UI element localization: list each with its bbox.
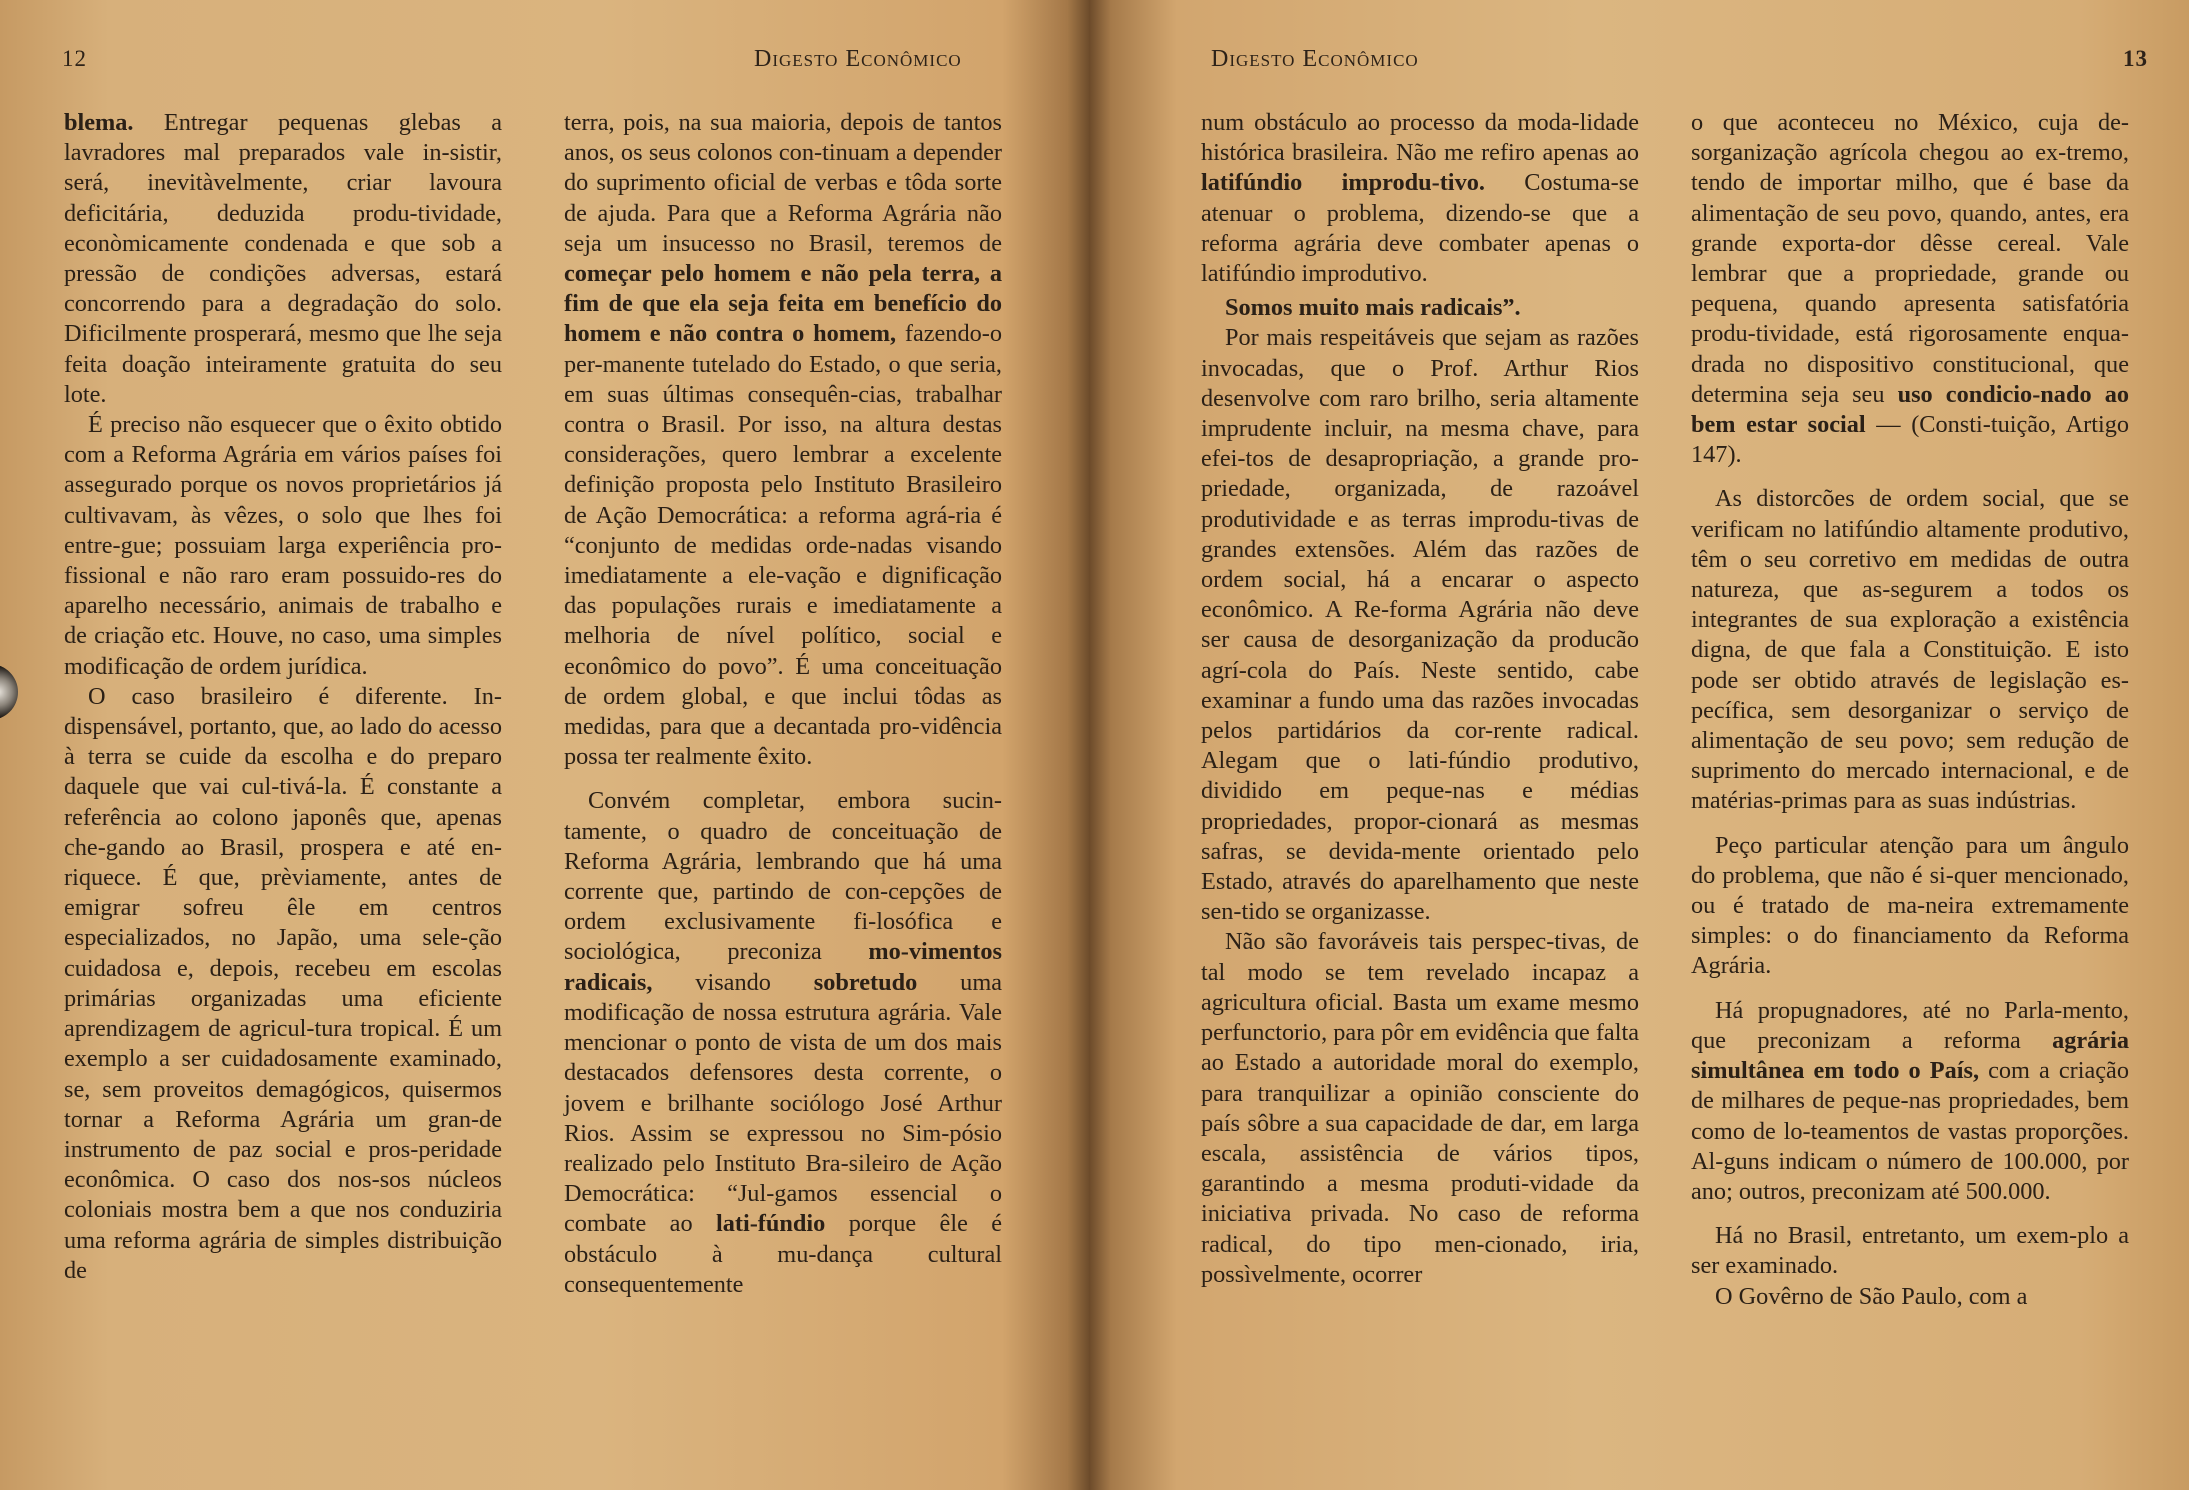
paragraph	[1201, 108, 1639, 289]
page-number: 12	[62, 46, 87, 71]
bold-text: lati-fúndio	[715, 1210, 826, 1238]
paragraph	[1691, 1282, 2129, 1312]
text-run: Por mais respeitáveis que sejam as razões invocadas, que o Prof. Arthur Rios desenvolve com raro brilho, seria altamente imprudente incluir, na mesma chave, para efei-tos de desapropriação, a grande pro-priedade, organizada, de razoável produtividade e as terras improdu-tivas de grandes extensões. Além das razões de ordem social, há a encarar o aspecto econômico. A Re-forma Agrária não deve ser causa de desorganização da producão agrí-cola do País. Neste sentido, cabe examinar a fundo uma das razões invocadas pelos partidários da cor-rente radical. Alegam que o lati-fúndio produtivo, dividido em peque-nas e médias propriedades, propor-cionará as mesmas safras, se devida-mente orientado pelo Estado, através do aparelhamento que neste sen-tido se organizasse.	[1201, 324, 1639, 926]
paragraph	[1691, 108, 2129, 470]
bold-text: sobretudo	[813, 968, 918, 996]
text-run: visando	[652, 968, 814, 996]
text-run: Costuma-se atenuar o problema, dizendo-se que a reforma agrária deve combater apenas o latifúndio improdutivo.	[1201, 169, 1639, 288]
text-run: com a criação de milhares de peque-nas propriedades, bem como de lo-teamentos de vastas proporções. Al-guns indicam o número de 100.000, por ano; outros, preconizam até 500.000.	[1691, 1057, 2129, 1205]
binding-ring	[0, 664, 18, 720]
text-columns	[1201, 108, 2129, 1312]
paragraph	[1691, 996, 2129, 1207]
text-run: uma modificação de nossa estrutura agrária. Vale mencionar o ponto de vista de um dos mais destacados defensores desta corrente, o jovem e brilhante sociólogo José Arthur Rios. Assim se expressou no Sim-pósio realizado pelo Instituto Bra-sileiro de Ação Democrática: “Jul-gamos essencial o combate ao	[564, 968, 1003, 1238]
text-run: o que aconteceu no México, cuja de-sorganização agrícola chegou ao ex-tremo, tendo de importar milho, que é base da alimentação de seu povo, quando, antes, era grande exporta-dor dêsse cereal. Vale lembrar que a propriedade, grande ou pequena, quando apresenta satisfatória produ-tividade, está rigorosamente enqua-drada no dispositivo constitucional, que determina seja seu	[1691, 109, 2129, 408]
paragraph	[1201, 323, 1639, 927]
bold-text: agrária simultânea em todo o País,	[1691, 1026, 2129, 1085]
left-page	[0, 0, 1089, 1490]
paragraph	[1691, 1221, 2129, 1281]
text-run: O caso brasileiro é diferente. In-dispensável, portanto, que, ao lado do acesso à terra se cuide da escolha e do preparo daquele que vai cul-tivá-la. É constante a referência ao colono japonês que, apenas che-gando ao Brasil, prospera e até en-riquece. É que, prèviamente, antes de emigrar sofreu êle em centros especializados, no Japão, uma sele-ção cuidadosa e, depois, recebeu em escolas primárias organizadas uma eficiente aprendizagem de agricul-tura tropical. É um exemplo a ser cuidadosamente examinado, se, sem proveitos demagógicos, quisermos tornar a Reforma Agrária um gran-de instrumento de paz social e pros-peridade econômica. O caso dos nos-sos núcleos coloniais mostra bem a que nos conduziria uma reforma agrária de simples distribuição de	[64, 682, 502, 1284]
paragraph	[564, 786, 1002, 1299]
text-column	[564, 108, 1002, 1300]
paragraph	[1201, 293, 1639, 323]
text-run: Peço particular atenção para um ângulo do problema, que não é si-quer mencionado, ou é tratado de ma-neira extremamente simples: o do financiamento da Reforma Agrária.	[1691, 831, 2129, 980]
running-title: Digesto Econômico	[754, 46, 962, 72]
bold-text: uso condicio-nado ao bem estar social	[1691, 380, 2129, 439]
running-title: Digesto Econômico	[1211, 46, 1419, 72]
text-column	[1201, 108, 1639, 1312]
paragraph	[64, 410, 502, 682]
paragraph	[1201, 927, 1639, 1289]
right-page	[1089, 0, 2189, 1490]
paragraph	[64, 682, 502, 1286]
text-columns	[64, 108, 1002, 1300]
bold-text: blema.	[64, 109, 134, 136]
text-run: O Govêrno de São Paulo, com a	[1715, 1282, 2028, 1310]
bold-text: Somos muito mais radicais”.	[1225, 294, 1521, 322]
text-column	[1691, 108, 2129, 1312]
text-run: Há no Brasil, entretanto, um exem-plo a ser examinado.	[1691, 1222, 2129, 1280]
paragraph	[1691, 831, 2129, 982]
text-run: Não são favoráveis tais perspec-tivas, de tal modo se tem revelado incapaz a agricultura oficial. Basta um exame mesmo perfunctorio, para pôr em evidência que falta ao Estado a autoridade moral do exemplo, para tranquilizar a opinião consciente do país sôbre a sua capacidade de dar, em larga escala, assistência de vários tipos, garantindo a mesma produti-vidade da iniciativa privada. No caso de reforma radical, do tipo men-cionado, iria, possìvelmente, ocorrer	[1201, 928, 1639, 1288]
text-run: É preciso não esquecer que o êxito obtido com a Reforma Agrária em vários países foi assegurado porque os novos proprietários já cultivavam, às vêzes, o solo que lhes foi entre-gue; possuiam larga experiência pro-fissional e não raro eram possuido-res do aparelho necessário, animais de trabalho e de criação etc. Houve, no caso, uma simples modificação de ordem jurídica.	[64, 411, 502, 680]
paragraph	[1691, 484, 2129, 816]
bold-text: latifúndio improdu-tivo.	[1201, 169, 1485, 197]
paragraph	[564, 108, 1002, 772]
text-run: terra, pois, na sua maioria, depois de tantos anos, os seus colonos con-tinuam a depender do suprimento oficial de verbas e tôda sorte de ajuda. Para que a Reforma Agrária não seja um insucesso no Brasil, teremos de	[564, 109, 1002, 257]
text-column	[64, 108, 502, 1300]
text-run: Convém completar, embora sucin-tamente, o quadro de conceituação de Reforma Agrária, lembrando que há uma corrente que, partindo de con-cepções de ordem exclusivamente fi-losófica e sociológica, preconiza	[564, 787, 1002, 966]
paragraph	[64, 108, 502, 410]
text-run: num obstáculo ao processo da moda-lidade histórica brasileira. Não me refiro apenas ao	[1201, 109, 1639, 167]
bold-text: mo-vimentos radicais,	[564, 938, 1002, 996]
text-run: fazendo-o per-manente tutelado do Estado, o que seria, em suas últimas consequên-cias, trabalhar contra o Brasil. Por isso, na altura destas considerações, quero lembrar a excelente definição proposta pelo Instituto Brasileiro de Ação Democrática: a reforma agrá-ria é “conjunto de medidas orde-nadas visando imediatamente a ele-vação e dignificação das populações rurais e imediatamente a melhoria de nível político, social e econômico do povo”. É uma conceituação de ordem global, e que inclui tôdas as medidas, para que a decantada pro-vidência possa ter realmente êxito.	[564, 320, 1002, 771]
text-run: Há propugnadores, até no Parla-mento, que preconizam a reforma	[1691, 996, 2129, 1054]
text-run: — (Consti-tuição, Artigo 147).	[1691, 411, 2130, 469]
bold-text: começar pelo homem e não pela terra, a fim de que ela seja feita em benefício do homem e não contra o homem,	[564, 260, 1002, 348]
page-number: 13	[2123, 46, 2148, 71]
text-run: As distorcões de ordem social, que se verificam no latifúndio altamente produtivo, têm o seu corretivo em medidas de outra natureza, que as-segurem a todos os integrantes de sua exploração a existência digna, de que fala a Constituição. E isto pode ser obtido através de legislação es-pecífica, sem desorganizar o serviço de alimentação de seu povo; sem redução de suprimento do mercado internacional, e de matérias-primas para as suas indústrias.	[1691, 485, 2129, 815]
text-run: porque êle é obstáculo à mu-dança cultural consequentemente	[564, 1210, 1003, 1298]
text-run: Entregar pequenas glebas a lavradores mal preparados vale in-sistir, será, inevitàvelmente, criar lavoura deficitária, deduzida produ-tividade, econòmicamente condenada e que sob a pressão de condições adversas, estará concorrendo para a degradação do solo. Dificilmente prosperará, mesmo que lhe seja feita doação inteiramente gratuita do seu lote.	[64, 109, 502, 408]
